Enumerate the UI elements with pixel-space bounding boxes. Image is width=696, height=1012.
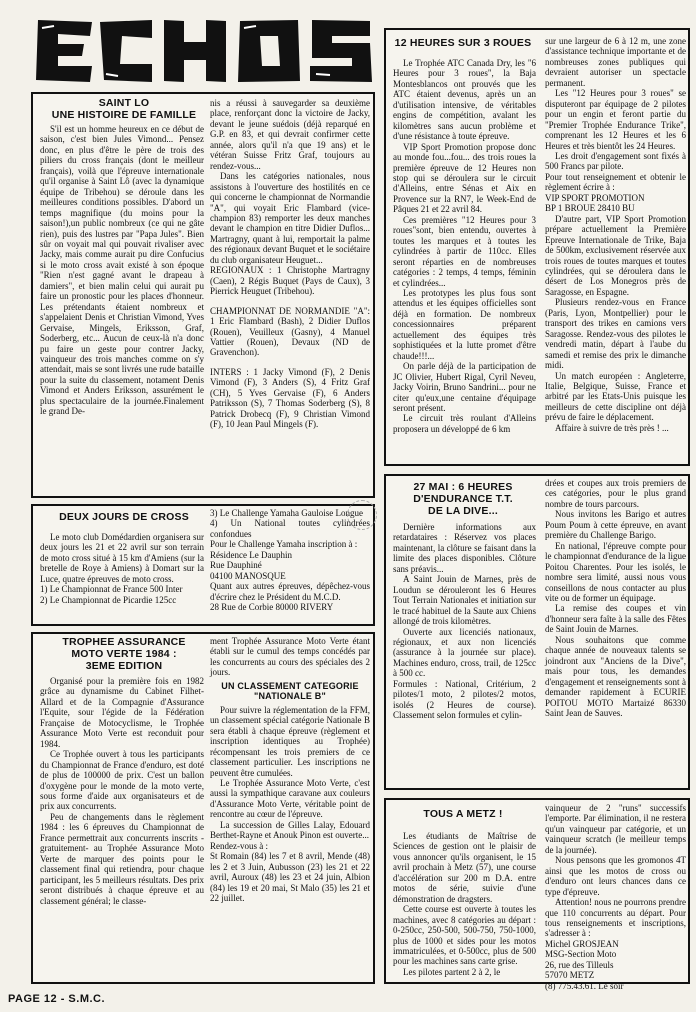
paragraph: Pour le Challenge Yamaha inscription à : xyxy=(210,539,358,550)
paragraph: Un match européen : Angleterre, Italie, Belgique, Suisse, France et arbitré par les Etats-Unis puisque les meilleurs de cette discipline ont déjà prévu de faire le déplacement. xyxy=(545,370,686,423)
paragraph: Quant aux autres épreuves, dépêchez-vous d'écrire chez le Président du M.C.D. xyxy=(210,581,370,602)
paragraph: Nous invitons les Barigo et autres Poum Poum à cette épreuve, en avant première du Challenge Barigo. xyxy=(545,509,686,541)
paragraph: St Romain (84) les 7 et 8 avril, Mende (48) les 2 et 3 Juin, Aubusson (23) les 21 et 22 avril, Auroux (48) les 23 et 24 juin, Albion (84) les 19 et 20 mai, St Malo (35) les 21 et 22 juillet. xyxy=(210,851,370,903)
vingt-sept-mai-title-1: 27 MAI : 6 HEURES xyxy=(413,481,513,493)
trophee-heading xyxy=(44,636,204,672)
paragraph: Michel GROSJEAN xyxy=(545,938,619,949)
paragraph: 1) Le Championnat de France 500 Inter xyxy=(40,584,183,595)
paragraph: Cette course est ouverte à toutes les machines, avec 8 catégories au départ : 0-250cc, 250-500, 500-750, 750-1000, plus de 1000 et sides pour les motos immatriculées, et 0-500cc, plus de 500 pour les machines sans carte grise. xyxy=(393,904,536,967)
deux-jours-col2 xyxy=(210,508,370,624)
metz-col1 xyxy=(393,831,536,981)
paragraph: Résidence Le Dauphin xyxy=(210,549,292,560)
paragraph: nis a réussi à sauvegarder sa deuxième place, renforçant donc la victoire de Jacky, devant le jeune suédois (déjà reparqué en G.P. en 83, et qui devrait confirmer cette année, alors qu'il n'a que 19 ans) et le vétéran Suisse Fritz Graf, toujours au rendez-vous... xyxy=(210,98,370,171)
paragraph: 28 Rue de Corbie 80000 RIVERY xyxy=(210,602,334,613)
paragraph: Attention! nous ne pourrons prendre que 110 concurrents au départ. Pour tous renseignements et inscriptions, s'adresser à : xyxy=(545,897,686,939)
paragraph: 04100 MANOSQUE xyxy=(210,570,286,581)
paragraph: Formules : National, Critérium, 2 pilotes/1 moto, 2 pilotes/2 motos, isolés (2 Heures de course). Classement selon formules et cylin- xyxy=(393,678,536,721)
paragraph: La succession de Gilles Lalay, Edouard Berthet-Rayne et Anouk Pinon est ouverte... xyxy=(210,819,370,841)
trophee-col1 xyxy=(40,676,204,980)
paragraph: D'autre part, VIP Sport Promotion prépare actuellement la Première Epreuve Internationale de Trike, Baja de 500km, exclusivement réservée aux trois roues de toutes marques et toutes cylindrées, qui se déroulera dans le désert de Los Monegros près de Saragosse, en Espagne. xyxy=(545,213,686,297)
echos-masthead xyxy=(34,18,374,84)
paragraph: La remise des coupes et vin d'honneur sera faîte à la salle des Fêtes de Saint Jouin de Marnes. xyxy=(545,603,686,635)
paragraph: On parle déjà de la participation de JC Olivier, Hubert Rigal, Cyril Neveu, Jacky Voirin, Bruno Sandrini... pour ne citer qu'eux,une centaine d'équipage seront présent. xyxy=(393,361,536,413)
library-stamp-icon xyxy=(347,500,377,530)
paragraph: Dans les catégories nationales, nous assistons à l'ouverture des hostilités en ce qui concerne le championnat de Normandie "A", qui voyait Eric Flambard (vice-champion 83) remporter les deux manches devant le champion en titre Didier Duflos... Martragny, quant à lui, remportait la palme des régionaux devant Buquet et le sociétaire du club organisateur Heuguet... xyxy=(210,171,370,265)
page-footer: PAGE 12 - S.M.C. xyxy=(8,993,106,1005)
paragraph: Affaire à suivre de très près ! ... xyxy=(555,422,669,433)
saint-lo-heading xyxy=(44,97,204,121)
paragraph: Les étudiants de Maîtrise de Sciences de gestion ont le plaisir de vous annoncer qu'ils organisent, le 15 avril prochain à Metz (57), une course d'accélération sur 200 m D.A. entre motos de série, suivie d'une démonstration de dragsters. xyxy=(393,831,536,904)
paragraph: Pour suivre la réglementation de la FFM, un classement spécial catégorie Nationale B sera établi à chaque épreuve (règlement et inscription identiques au Trophée) récompensant les trois premiers de ce classement particulier. Les inscriptions ne peuvent être cumulées. xyxy=(210,704,370,778)
vingt-sept-mai-col2 xyxy=(545,478,686,786)
paragraph: VIP Sport Promotion propose donc au monde fou...fou... des trois roues la première épreuve de 12 Heures non stop qui se déroulera sur le circuit d'Alleins, entre Sénas et Aix en Provence sur la RN7, le Week-End de Pâques 21 et 22 avril 84. xyxy=(393,141,536,215)
douze-heures-col2 xyxy=(545,36,686,462)
paragraph: Ce Trophée ouvert à tous les participants du Championnat de France d'enduro, est doté de plus de 100000 de prix. C'est un ballon d'oxygène pour le monde de la moto verte, sous forme d'aide aux organisateurs et de prix aux concurrents. xyxy=(40,749,204,812)
paragraph: Le circuit très roulant d'Alleins proposera un développé de 6 km xyxy=(393,413,536,434)
paragraph: Nous pensons que les gromonos 4T ainsi que les motos de cross ou d'enduro ont leurs chances dans ce type d'épreuve. xyxy=(545,855,686,897)
paragraph: vainqueur de 2 "runs" successifs l'emporte. Par élimination, il ne restera qu'un vainqueur par catégorie, et un vainqueur scratch (le meilleur temps de la journée). xyxy=(545,803,686,855)
paragraph: drées et coupes aux trois premiers de ces catégories, pour le plus grand nombre de tours parcours. xyxy=(545,478,686,509)
deux-jours-heading xyxy=(44,511,204,523)
paragraph: Le Trophée ATC Canada Dry, les "6 Heures pour 3 roues", la Baja Montesblancos ont prouvés que les ATC étaient devenus, après un an d'utilisation intensive, de véritables engins de compétition, avalant les kilomètres sans aucun problème et d'une résistance à toute épreuve. xyxy=(393,58,536,142)
paragraph: CHAMPIONNAT DE NORMANDIE "A": 1 Eric Flambard (Bash), 2 Didier Duflos (Rouen), Veuilleux (Gasny), 4 Manuel Vattier (Rouen), Devaux (ND de Gravenchon). xyxy=(210,305,370,358)
douze-heures-title: 12 HEURES SUR 3 ROUES xyxy=(394,37,532,49)
deux-jours-col1 xyxy=(40,532,204,622)
paragraph: A Saint Jouin de Marnes, près de Loudun se dérouleront les 6 Heures Tout Terrain Nationales et initiation sur le tracé habituel de la Saute aux Chiens allongé de trois kilomètres. xyxy=(393,574,536,627)
paragraph: Le Trophée Assurance Moto Verte, c'est aussi la sympathique caravane aux couleurs d'Assurance Moto Verte, véritable point de rencontre au cœur de l'épreuve. xyxy=(210,777,370,820)
paragraph: Les droit d'engagement sont fixés à 500 Francs par pilote. xyxy=(545,150,686,172)
metz-title: TOUS A METZ ! xyxy=(423,808,503,820)
paragraph: REGIONAUX : 1 Christophe Martragny (Caen), 2 Régis Buquet (Pays de Caux), 3 Pierrick Heuguet (Tribehou). xyxy=(210,265,370,297)
paragraph: INTERS : 1 Jacky Vimond (F), 2 Denis Vimond (F), 3 Anders (S), 4 Fritz Graf (CH), 5 Yves Gervaise (F), 6 Anders Patriksson (S), 7 Thomas Soderberg (S), 8 Patrick Drobecq (F), 9 Christian Vimond (F), 10 Jean Paul Mingels (F). xyxy=(210,366,370,430)
vingt-sept-mai-heading xyxy=(388,481,538,517)
douze-heures-heading xyxy=(388,37,538,49)
paragraph: 26, rue des Tilleuls xyxy=(545,959,614,970)
metz-col2 xyxy=(545,803,686,991)
paragraph: (8) 775.43.61. Le soir xyxy=(545,980,624,991)
saint-lo-title-1: SAINT LO xyxy=(98,97,150,109)
trophee-subtitle-1: UN CLASSEMENT CATEGORIE xyxy=(221,680,359,691)
paragraph: En national, l'épreuve compte pour le championnat d'endurance de la ligue Poitou Charentes. Pour les isolés, le nombre sera limité, aussi nous vous conseillons de nous contacter au plus vite ou de former un équipage. xyxy=(545,540,686,603)
paragraph: Les prototypes les plus fous sont attendus et les équipes officielles sont déjà en formation. De nombreux concessionnaires préparent actuellement des équipes très sophistiquées et la lutte promet d'être chaude!!!... xyxy=(393,287,536,361)
douze-heures-col1 xyxy=(393,58,536,462)
paragraph: ment Trophée Assurance Moto Verte étant établi sur le cumul des temps concédés par les concurrents au cours des spéciales des 2 jours. xyxy=(210,636,370,678)
trophee-col2 xyxy=(210,636,370,980)
paragraph: 2) Le Championnat de Picardie 125cc xyxy=(40,594,177,605)
vingt-sept-mai-title-3: DE LA DIVE... xyxy=(428,505,498,517)
paragraph: Peu de changements dans le règlement 1984 : les 6 épreuves du Championnat de France permettrait aux concurrents inscrits - gratuitement- au Trophée Assurance Moto Verte de marquer des points pour le classement final qui retiendra, pour chaque participant, les 5 meilleurs résultats. Des prix seront distribués à chaque épreuve et au classement général; le classe- xyxy=(40,811,204,906)
vingt-sept-mai-col1 xyxy=(393,522,536,786)
paragraph: Le moto club Domédardien organisera sur deux jours les 21 et 22 avril sur son terrain de moto cross situé à 15 km d'Amiens (sur la bretelle de Roye à Amiens) à Domart sur la Luce, quatre épreuves de moto cross. xyxy=(40,532,204,584)
paragraph: 57070 METZ xyxy=(545,970,595,981)
paragraph: sur une largeur de 6 à 12 m, une zone d'assistance technique importante et de nombreuses zones publiques qui devraient autoriser un spectacle permanent. xyxy=(545,36,686,88)
trophee-subheading xyxy=(210,681,370,702)
metz-heading xyxy=(388,808,538,820)
vingt-sept-mai-title-2: D'ENDURANCE T.T. xyxy=(413,493,513,505)
paragraph: S'il est un homme heureux en ce début de saison, c'est bien Jules Vimond... Pensez donc, en plus d'être le père de trois des piliers du cross français (dont le meilleur français), voilà que l'épreuve internationale qu'il organise à Saint Lô (avec la dynamique équipe de Tribehou) se déroule dans les meilleures conditions possibles. D'abord un temps magnifique (du moins pour la saison!),un public nombreux (ce qui ne gâte rien), puis des lustres par "Papa Jules". Bien sûr on voyait mal qui pouvait rivaliser avec Jacky, mais comme aurait pu dire Confucius si le moto cross avait existé à son époque "Rien n'est gagné avant le drapeau à damiers", et bien malin celui qui aurait pu faire un pronostic pour les places d'honneur. Les prétendants étaient nombreux et s'appelaient Denis et Christian Vimond, Yves Gervaise, Mingels, Eriksson, Graf, Soderberg, etc... Aucun de ceux-là n'a donc pu faire un geste pour contrer Jacky, vainqueur des trois manches comme on s'y attendait, mais se sont livrés une rude bataille pour la suite du classement, notament Denis Vimond et Anders Eriksson, assurément le plus spectaculaire de la journée.Finalement le grand De- xyxy=(40,124,204,417)
paragraph: Dernière informations aux retardataires : Réservez vos places maintenant, la clôture se faisant dans la limite des places disponibles. Clôture sans préavis... xyxy=(393,522,536,574)
paragraph: 4) Un National toutes cylindrées confondues xyxy=(210,518,370,539)
trophee-title-2: MOTO VERTE 1984 : xyxy=(71,648,177,660)
paragraph: Ouverte aux licenciés nationaux, régionaux, et aux non licenciés (assurance à la journée sur place). Machines enduro, cross, trail, de 125cc à 500 cc. xyxy=(393,626,536,679)
trophee-subtitle-2: "NATIONALE B" xyxy=(254,691,326,702)
paragraph: Organisé pour la première fois en 1982 grâce au dynamisme du Cabinet Filhet-Allard et de la Compagnie d'Assurance l'Equite, sour l'égide de la Fédération Française de Motocyclisme, le Trophée Assurance Moto Verte est reconduit pour 1984. xyxy=(40,676,204,749)
paragraph: Plusieurs rendez-vous en France (Paris, Lyon, Montpellier) pour le transport des trikes en camions vers Saragosse. Rendez-vous des pilotes le vendredi matin, départ à l'aube du samedi et remise des prix le dimanche midi. xyxy=(545,297,686,371)
paragraph: Rendez-vous à : xyxy=(210,840,268,851)
paragraph: VIP SPORT PROMOTION xyxy=(545,192,645,203)
saint-lo-col2 xyxy=(210,98,370,494)
saint-lo-col1 xyxy=(40,124,204,494)
deux-jours-title: DEUX JOURS DE CROSS xyxy=(59,511,189,523)
paragraph: Pour tout renseignement et obtenir le règlement écrire à : xyxy=(545,171,686,193)
paragraph: Ces premières "12 Heures pour 3 roues"sont, bien entendu, ouvertes à toutes les marques et à toutes les cylindrées à partir de 110cc. Elles seront réparties en de nombreuses catégories : 2 temps, 4 temps, féminin et cylindrées... xyxy=(393,214,536,288)
paragraph: BP 1 BROUE 28410 BU xyxy=(545,203,635,214)
trophee-title-3: 3EME EDITION xyxy=(85,660,163,672)
paragraph: 3) Le Challenge Yamaha Gauloise Longue xyxy=(210,508,363,518)
paragraph: Rue Dauphiné xyxy=(210,560,262,571)
trophee-title-1: TROPHEE ASSURANCE xyxy=(62,636,186,648)
paragraph: Nous souhaitons que comme chaque année de nouveaux talents se joindront aux "Anciens de la Dive", mais pour tous, les demandes d'engagement et renseignements sont à demander rapidement à ECURIE POITOU MOTO Martaizé 86330 Saint Jean de Sauves. xyxy=(545,634,686,718)
saint-lo-title-2: UNE HISTOIRE DE FAMILLE xyxy=(51,109,197,121)
paragraph: MSG-Section Moto xyxy=(545,949,617,960)
paragraph: Les pilotes partent 2 à 2, le xyxy=(403,966,501,977)
paragraph: Les "12 Heures pour 3 roues" se disputeront par équipage de 2 pilotes pour un engin et feront partie du "Premier Trophée Endurance Trike", comprenant les 12 Heures et les 6 Heures et très bientôt les 24 Heures. xyxy=(545,88,686,151)
